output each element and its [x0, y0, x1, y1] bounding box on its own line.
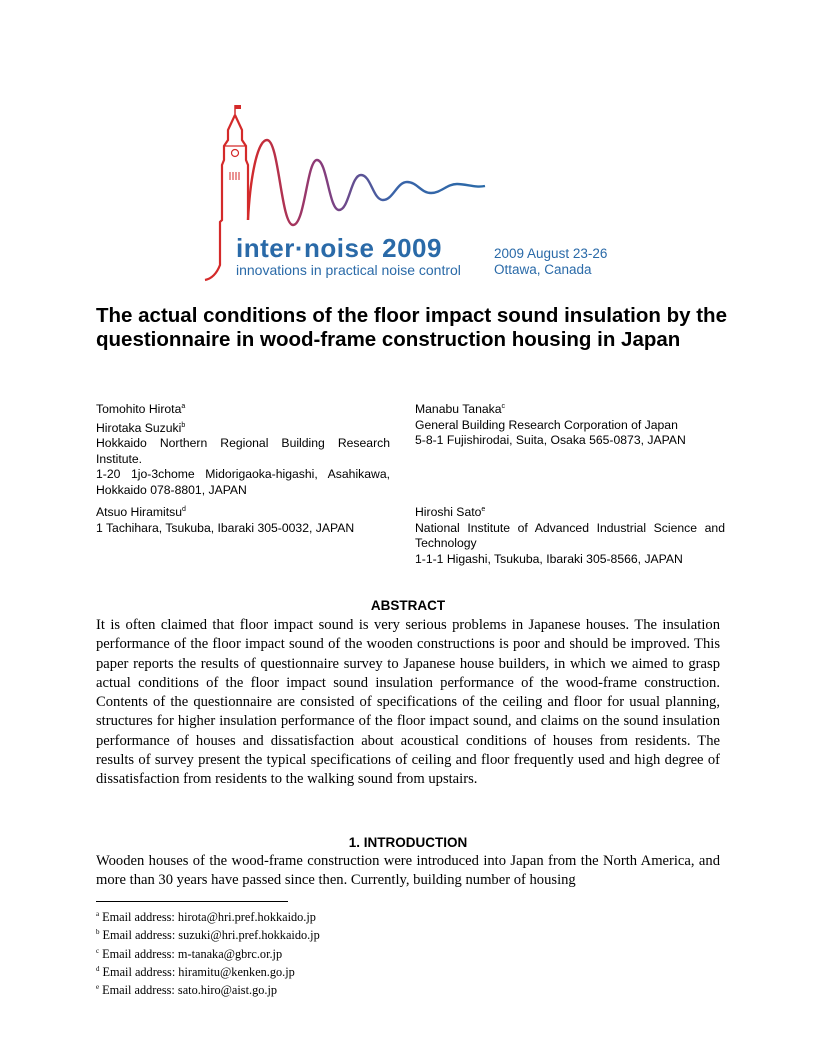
- affiliation-line: National Institute of Advanced Industrial Science and: [415, 520, 725, 535]
- affiliation-line: Hokkaido 078-8801, JAPAN: [96, 482, 247, 497]
- affiliation-line: Technology: [415, 536, 477, 551]
- affiliation-line: Institute.: [96, 451, 143, 466]
- footnotes: [96, 907, 320, 998]
- introduction-heading: 1. INTRODUCTION: [348, 835, 468, 850]
- footnote-item: $^c$ Email address: m-tanaka@gbrc.or.jp: [96, 946, 283, 961]
- tower-windows: [230, 172, 239, 180]
- footnote-divider: [96, 901, 288, 902]
- tower-right-outline: [235, 115, 248, 220]
- affiliation-line: 1 Tachihara, Tsukuba, Ibaraki 305-0032, JAPAN: [96, 520, 355, 535]
- author-block-tanaka: [415, 399, 725, 449]
- introduction-text: Wooden houses of the wood-frame construction were introduced into Japan from the North America, and more than 30 years have passed since then. Currently, building number of housing: [96, 853, 720, 889]
- author-block-hiramitsu: [96, 502, 396, 536]
- affiliation-line: 5-8-1 Fujishirodai, Suita, Osaka 565-0873, JAPAN: [415, 433, 686, 448]
- sound-wave: [248, 140, 485, 225]
- affiliation-line: General Building Research Corporation of Japan: [415, 417, 678, 432]
- abstract-text: It is often claimed that floor impact sound is very serious problems in Japanese houses. The insulation performance of the floor impact sound of the wooden constructions is poor and should be improved. This paper reports the results of questionnaire survey to Japanese house builders, in which we aimed to grasp actual conditions of the floor impact sound insulation performance of the wood-frame construction. Contents of the questionnaire are consisted of specifications of the ceiling and floor for usual planning, structures for higher insulation performance of the floor impact sound, and claims on the sound insulation performance of houses and dissatisfaction about acoustical conditions of houses from residents. The results of survey present the typical specifications of ceiling and floor frequently used and high degree of dissatisfaction from residents to the walking sound from upstairs.: [96, 617, 720, 788]
- footnote-item: $^a$ Email address: hirota@hri.pref.hokkaido.jp: [96, 910, 316, 925]
- author-name: Manabu Tanaka$^c$: [415, 402, 506, 417]
- brand-wordmark: inter·noise 2009: [236, 233, 442, 263]
- brand-tagline: innovations in practical noise control: [236, 262, 461, 278]
- abstract-heading: ABSTRACT: [370, 598, 446, 613]
- flag: [235, 105, 241, 109]
- footnote-item: $^e$ Email address: sato.hiro@aist.go.jp: [96, 983, 278, 998]
- author-name: Tomohito Hirota$^a$: [96, 402, 186, 417]
- affiliation-line: Hokkaido Northern Regional Building Research: [96, 436, 390, 451]
- author-name: Atsuo Hiramitsu$^d$: [96, 505, 186, 520]
- event-date: 2009 August 23-26: [494, 246, 608, 261]
- paper-title: The actual conditions of the floor impact sound insulation by the questionnaire in wood-frame construction housing in Japan: [96, 304, 727, 351]
- author-block-sato: [415, 502, 725, 567]
- tower-clock: [232, 150, 239, 157]
- author-name: Hirotaka Suzuki$^b$: [96, 420, 186, 435]
- affiliation-line: 1-1-1 Higashi, Tsukuba, Ibaraki 305-8566, JAPAN: [415, 551, 683, 566]
- tower-left-outline: [205, 115, 235, 280]
- event-location: Ottawa, Canada: [494, 262, 592, 277]
- author-name: Hiroshi Sato$^e$: [415, 505, 486, 520]
- affiliation-line: 1-20 1jo-3chome Midorigaoka-higashi, Asahikawa,: [96, 467, 390, 482]
- footnote-item: $^b$ Email address: suzuki@hri.pref.hokkaido.jp: [96, 928, 320, 943]
- footnote-item: $^d$ Email address: hiramitu@kenken.go.jp: [96, 964, 295, 979]
- author-block-hirota-suzuki: [96, 399, 390, 498]
